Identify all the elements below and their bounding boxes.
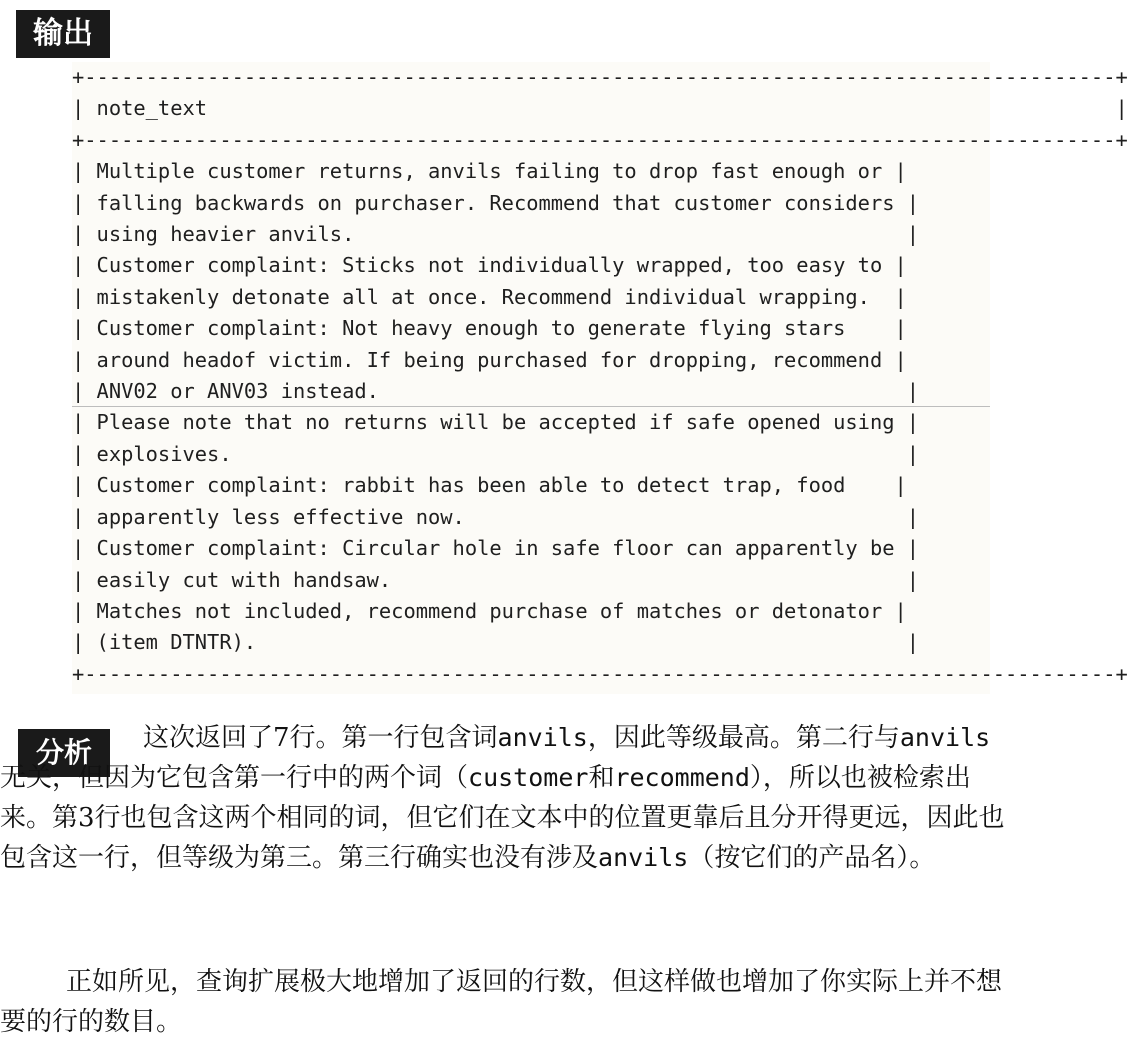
query-result-console (72, 62, 1128, 694)
summary-paragraph: 正如所见，查询扩展极大地增加了返回的行数，但这样做也增加了你实际上并不想要的行的数目。 (0, 967, 1003, 1037)
result-row: | (item DTNTR). | (72, 630, 920, 655)
text-segment: 无关，但因为它包含第一行中的两个词（ (0, 763, 469, 793)
result-row: | falling backwards on purchaser. Recommend that customer considers | (72, 190, 920, 215)
result-row: | Multiple customer returns, anvils failing to drop fast enough or | (72, 159, 907, 184)
table-top-border: +------------------------------------------------------------------------------------+ (72, 65, 1128, 89)
table-header-border: +------------------------------------------------------------------------------------+ (72, 127, 1128, 152)
result-row: | using heavier anvils. | (72, 222, 920, 247)
result-row: | Matches not included, recommend purchase of matches or detonator | (72, 598, 907, 623)
result-row: | apparently less effective now. | (72, 504, 920, 529)
text-segment: 这次返回了7行。第一行包含词 (143, 723, 498, 753)
table-header: | note_text | (72, 96, 1128, 121)
code-term: anvils (598, 843, 689, 872)
code-term: anvils (497, 723, 588, 752)
text-segment: ，因此等级最高。第二行与 (587, 723, 900, 753)
result-row: | Please note that no returns will be accepted if safe opened using | (72, 410, 920, 435)
code-term: customer (468, 763, 589, 792)
code-term: anvils (899, 723, 991, 752)
result-row: | Customer complaint: Circular hole in safe floor can apparently be | (72, 536, 920, 561)
table-bottom-border: +------------------------------------------------------------------------------------+ (72, 661, 1128, 686)
result-row: | Customer complaint: Not heavy enough to generate flying stars | (72, 316, 907, 341)
result-row: | easily cut with handsaw. | (72, 567, 920, 592)
analysis-label: 分析 (18, 729, 110, 777)
text-segment: ），所以也被检索出来。第3行也包含这两个相同的词，但它们在文本中的位置更靠后且分开得更远，因此也包含这一行，但等级为第三。第三行确实也没有涉及 (0, 763, 1005, 873)
result-table (72, 62, 1128, 690)
code-term: recommend (614, 763, 750, 792)
result-row: | Customer complaint: rabbit has been able to detect trap, food | (72, 473, 907, 498)
result-row: | around headof victim. If being purchased for dropping, recommend | (72, 347, 907, 372)
output-label: 输出 (16, 10, 110, 58)
result-row: | mistakenly detonate all at once. Recommend individual wrapping. | (72, 284, 907, 309)
result-row: | explosives. | (72, 441, 920, 466)
text-segment: 和 (588, 763, 615, 793)
scan-line (72, 406, 990, 407)
analysis-paragraph (0, 718, 1010, 878)
result-row: | Customer complaint: Sticks not individually wrapped, too easy to | (72, 253, 907, 278)
text-segment: （按它们的产品名）。 (688, 843, 936, 873)
result-row: | ANV02 or ANV03 instead. | (72, 379, 920, 404)
